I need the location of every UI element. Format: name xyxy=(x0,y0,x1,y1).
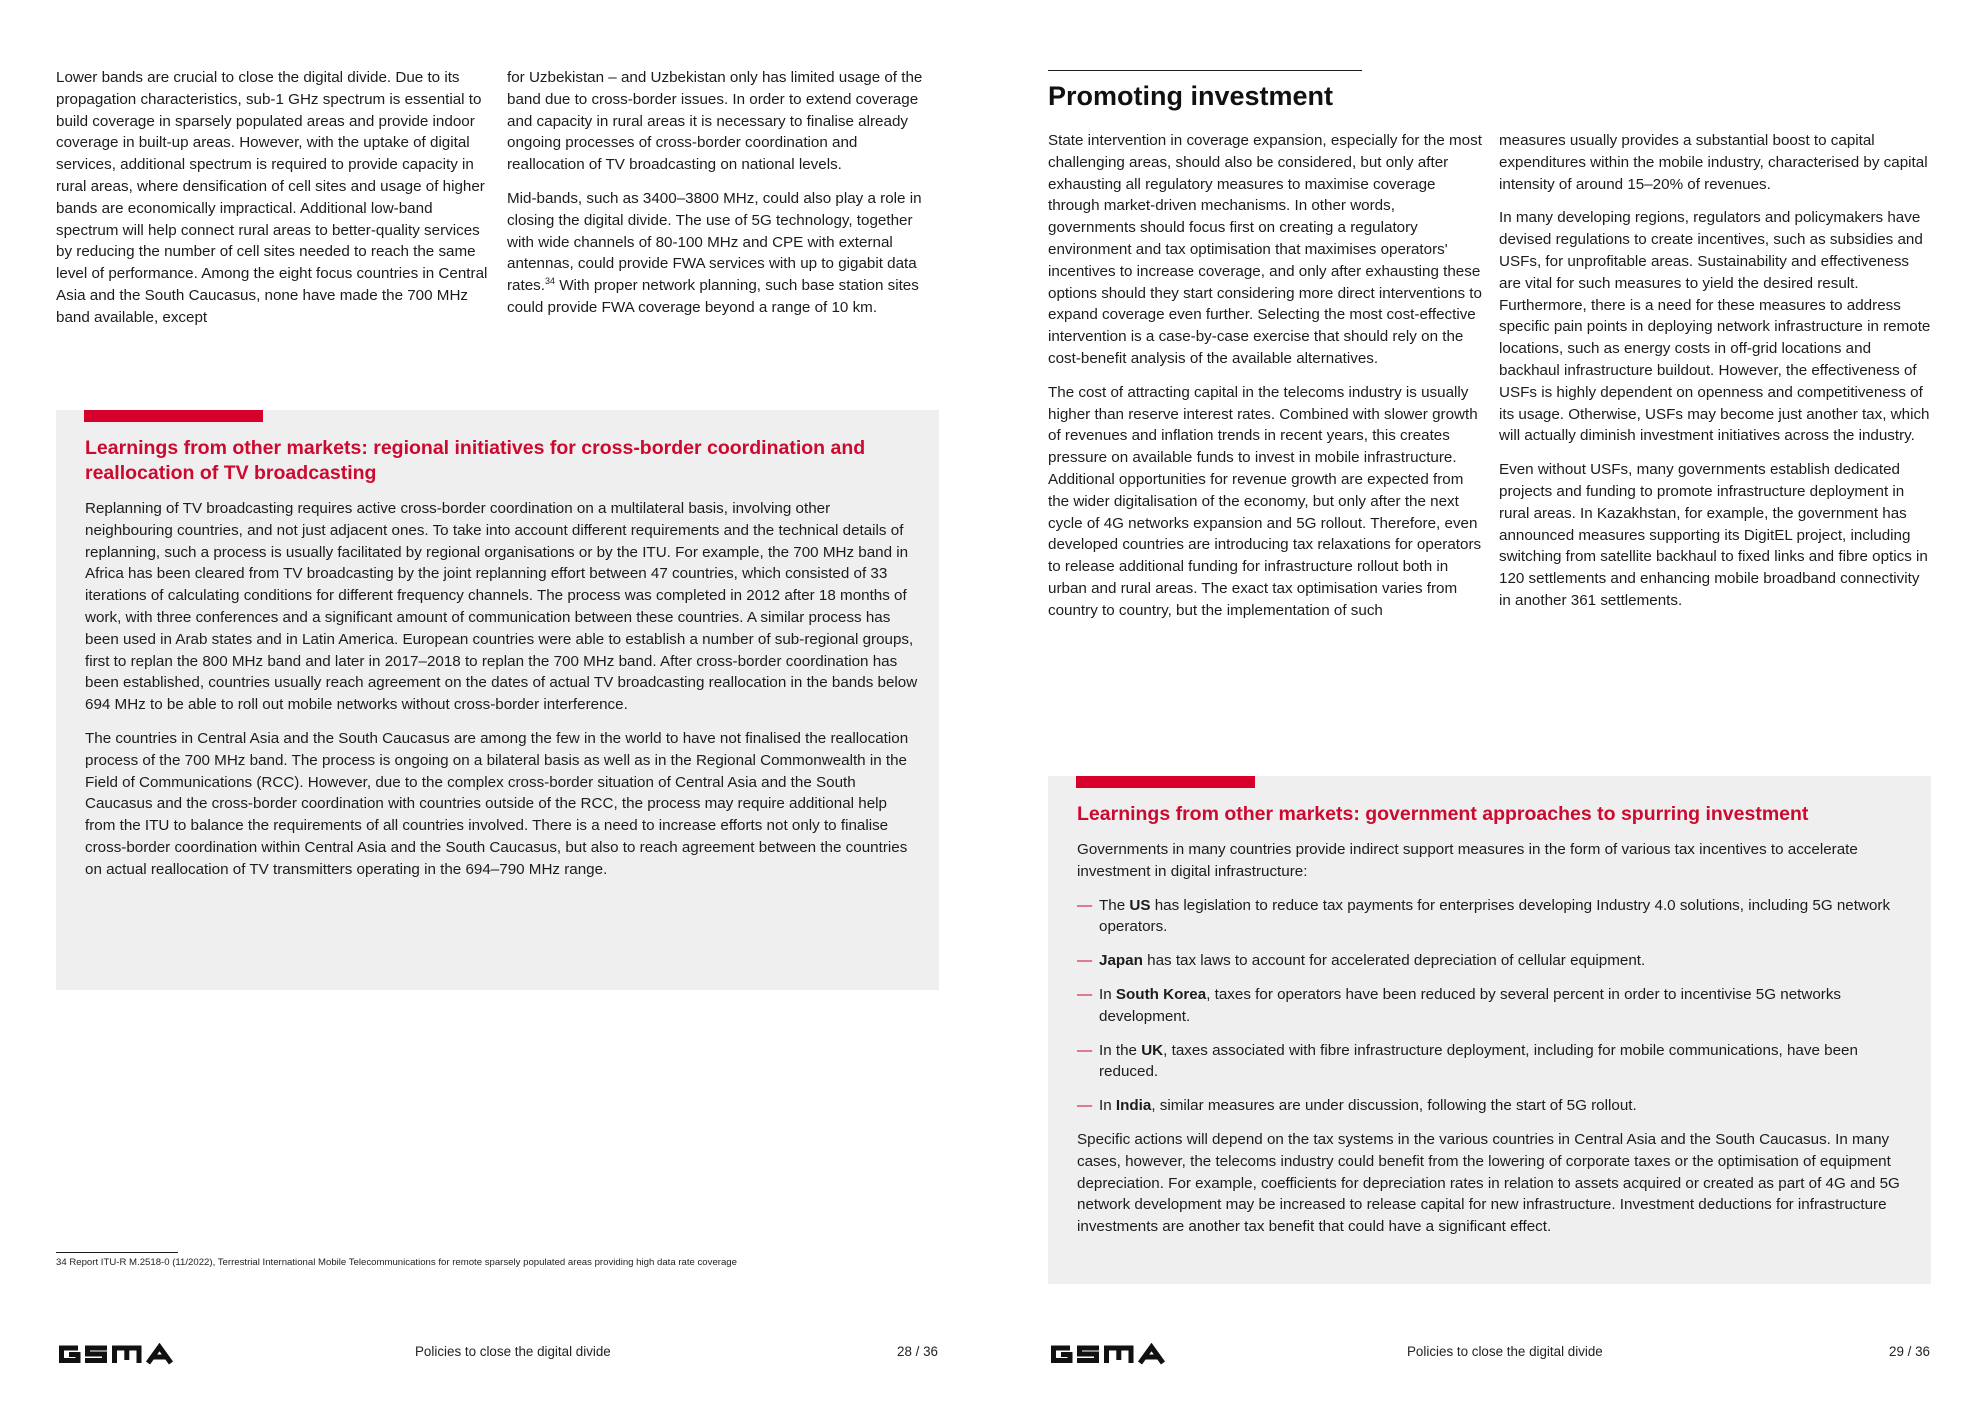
footnote: 34 Report ITU-R M.2518-0 (11/2022), Terrestrial International Mobile Telecommunications for remote sparsely populated areas providing high data rate coverage xyxy=(56,1257,737,1268)
left-column-2 xyxy=(507,67,939,331)
list-item xyxy=(1077,950,1912,972)
paragraph: Governments in many countries provide indirect support measures in the form of various tax incentives to accelerate investment in digital infrastructure: xyxy=(1077,841,1858,880)
title-divider xyxy=(1048,70,1362,71)
text: , taxes associated with fibre infrastructure deployment, including for mobile communications, have been reduced. xyxy=(1099,1041,1858,1081)
box-body xyxy=(1077,839,1912,1250)
country-name: UK xyxy=(1141,1041,1164,1059)
paragraph: for Uzbekistan – and Uzbekistan only has limited usage of the band due to cross-border issues. In order to extend coverage and capacity in rural areas it is necessary to finalise already ongoing processes of cross-border coordination and reallocation of TV broadcasting on national levels. xyxy=(507,69,923,174)
country-name: US xyxy=(1129,896,1151,914)
text: has legislation to reduce tax payments for enterprises developing Industry 4.0 solutions, including 5G network operators. xyxy=(1099,896,1891,936)
box-body xyxy=(85,498,920,893)
paragraph: Replanning of TV broadcasting requires active cross-border coordination on a multilateral basis, involving other neighbouring countries, and not just adjacent ones. To take into account different requirements and the technical details of replanning, such a process is usually facilitated by regional organisations or by the ITU. For example, the 700 MHz band in Africa has been cleared from TV broadcasting by the joint replanning effort between 47 countries, which consisted of 33 iterations of calculating conditions for different frequency channels. The process was completed in 2012 after 18 months of work, with three conferences and a significant amount of communication between these countries. A similar process has been used in Arab states and in Latin America. European countries were able to establish a number of sub-regional groups, first to replan the 800 MHz band and later in 2017–2018 to replan the 700 MHz band. After cross-border coordination has been established, countries usually reach agreement on the dates of actual TV broadcasting reallocation in the bands below 694 MHz to be able to roll out mobile networks without cross-border interference. xyxy=(85,500,918,714)
right-column-2 xyxy=(1499,130,1931,624)
dash-icon: — xyxy=(1077,1097,1093,1115)
list-item xyxy=(1077,984,1912,1028)
accent-bar xyxy=(1076,776,1255,788)
country-name: India xyxy=(1115,1097,1152,1115)
box-title: Learnings from other markets: government approaches to spurring investment xyxy=(1077,803,1809,825)
list-item xyxy=(1077,1095,1912,1117)
paragraph: Even without USFs, many governments establish dedicated projects and funding to promote infrastructure deployment in rural areas. In Kazakhstan, for example, the government has announced measures supporting its DigitEL project, including switching from satellite backhaul to fixed links and fibre optics in 120 settlements and enhancing mobile broadband connectivity in another 361 settlements. xyxy=(1499,461,1928,609)
list-item xyxy=(1077,895,1912,939)
page-number: 28 / 36 xyxy=(897,1344,938,1359)
gsma-logo-icon[interactable] xyxy=(56,1343,180,1365)
paragraph: The countries in Central Asia and the South Caucasus are among the few in the world to have not finalised the reallocation process of the 700 MHz band. The process is ongoing on a bilateral basis as well as in the Regional Commonwealth in the Field of Communications (RCC). However, due to the complex cross-border situation of Central Asia and the South Caucasus and the cross-border coordination with countries outside of the RCC, the process may require additional help from the ITU to balance the requirements of all countries involved. There is a need to increase efforts not only to finalise cross-border coordination within Central Asia and the South Caucasus, but also to reach agreement between the countries on actual reallocation of TV transmitters operating in the 694–790 MHz range. xyxy=(85,729,909,878)
text: The xyxy=(1099,896,1130,914)
paragraph-text: With proper network planning, such base station sites could provide FWA coverage beyond a range of 10 km. xyxy=(507,277,919,316)
learnings-box-investment xyxy=(1048,776,1931,1284)
dash-icon: — xyxy=(1077,896,1093,914)
footnote-ref-link[interactable]: 34 xyxy=(544,276,555,287)
dash-icon: — xyxy=(1077,1041,1093,1059)
box-title: Learnings from other markets: regional initiatives for cross-border coordination and reallocation of TV broadcasting xyxy=(85,437,866,484)
paragraph xyxy=(507,188,939,319)
text: In xyxy=(1099,1097,1116,1115)
list-item xyxy=(1077,1040,1912,1084)
paragraph: measures usually provides a substantial boost to capital expenditures within the mobile industry, characterised by capital intensity of around 15–20% of revenues. xyxy=(1499,132,1928,193)
footer-doc-title: Policies to close the digital divide xyxy=(1407,1344,1603,1359)
country-name: South Korea xyxy=(1115,985,1207,1003)
paragraph: In many developing regions, regulators and policymakers have devised regulations to create incentives, such as subsidies and USFs, for unprofitable areas. Sustainability and effectiveness are vital for such measures to yield the desired result. Furthermore, there is a need for these measures to address specific pain points in deploying network infrastructure in remote locations, such as energy costs in off-grid locations and backhaul infrastructure buildout. However, the effectiveness of USFs is highly dependent on openness and competitiveness of its usage. Otherwise, USFs may become just another tax, which will actually diminish investment initiatives across the industry. xyxy=(1499,209,1931,445)
text: In xyxy=(1099,985,1116,1003)
right-column-1 xyxy=(1048,130,1482,634)
page-number: 29 / 36 xyxy=(1889,1344,1930,1359)
text: , similar measures are under discussion, following the start of 5G rollout. xyxy=(1151,1097,1637,1115)
dash-icon: — xyxy=(1077,952,1093,970)
paragraph-text: Mid-bands, such as 3400–3800 MHz, could also play a role in closing the digital divide. The use of 5G technology, together with wide channels of 80-100 MHz and CPE with external antennas, could provide FWA services with up to gigabit data rates. xyxy=(507,189,922,295)
tax-incentive-list xyxy=(1077,895,1912,1117)
page-29 xyxy=(992,0,1984,1403)
text: has tax laws to account for accelerated depreciation of cellular equipment. xyxy=(1142,952,1646,970)
left-column-1 xyxy=(56,67,490,341)
accent-bar xyxy=(84,410,263,422)
dash-icon: — xyxy=(1077,985,1093,1003)
section-title: Promoting investment xyxy=(1048,81,1334,111)
footnote-divider xyxy=(56,1252,178,1253)
paragraph: Lower bands are crucial to close the digital divide. Due to its propagation characteristics, sub-1 GHz spectrum is essential to build coverage in sparsely populated areas and provide indoor coverage in built-up areas. However, with the uptake of digital services, additional spectrum is required to provide capacity in rural areas, where densification of cell sites and usage of higher bands are economically impractical. Additional low-band spectrum will help connect rural areas to better-quality services by reducing the number of cell sites needed to reach the same level of performance. Among the eight focus countries in Central Asia and the South Caucasus, none have made the 700 MHz band available, except xyxy=(56,69,488,326)
paragraph: Specific actions will depend on the tax systems in the various countries in Central Asia and the South Caucasus. In many cases, however, the telecoms industry could benefit from the lowering of corporate taxes or the optimisation of equipment depreciation. For example, coefficients for depreciation rates in relation to assets acquired or created as part of 4G and 5G network development may be increased to release capital for new infrastructure. Investment deductions for infrastructure investments are another tax benefit that could have a significant effect. xyxy=(1077,1130,1900,1236)
text: In the xyxy=(1099,1041,1142,1059)
text: , taxes for operators have been reduced by several percent in order to incentivise 5G networks development. xyxy=(1099,985,1842,1025)
paragraph: The cost of attracting capital in the telecoms industry is usually higher than reserve interest rates. Combined with slower growth of revenues and inflation trends in recent years, this creates pressure on available funds to invest in mobile infrastructure. Additional opportunities for revenue growth are expected from the wider digitalisation of the economy, but only after the next cycle of 4G networks expansion and 5G rollout. Therefore, even developed countries are introducing tax relaxations for operators to release additional funding for infrastructure rollout both in urban and rural areas. The exact tax optimisation varies from country to country, but the implementation of such xyxy=(1048,383,1482,619)
country-name: Japan xyxy=(1099,952,1143,970)
footer-doc-title: Policies to close the digital divide xyxy=(415,1344,611,1359)
paragraph: State intervention in coverage expansion, especially for the most challenging areas, should also be considered, but only after exhausting all regulatory measures to maximise coverage through market-driven mechanisms. In other words, governments should focus first on creating a regulatory environment and tax optimisation that maximises operators' incentives to increase coverage, and only after exhausting these options should they start considering more direct interventions to expand coverage even further. Selecting the most cost-effective intervention is a case-by-case exercise that should rely on the cost-benefit analysis of the available alternatives. xyxy=(1048,132,1482,367)
gsma-logo-icon[interactable] xyxy=(1048,1343,1172,1365)
learnings-box-broadcasting xyxy=(56,410,939,990)
